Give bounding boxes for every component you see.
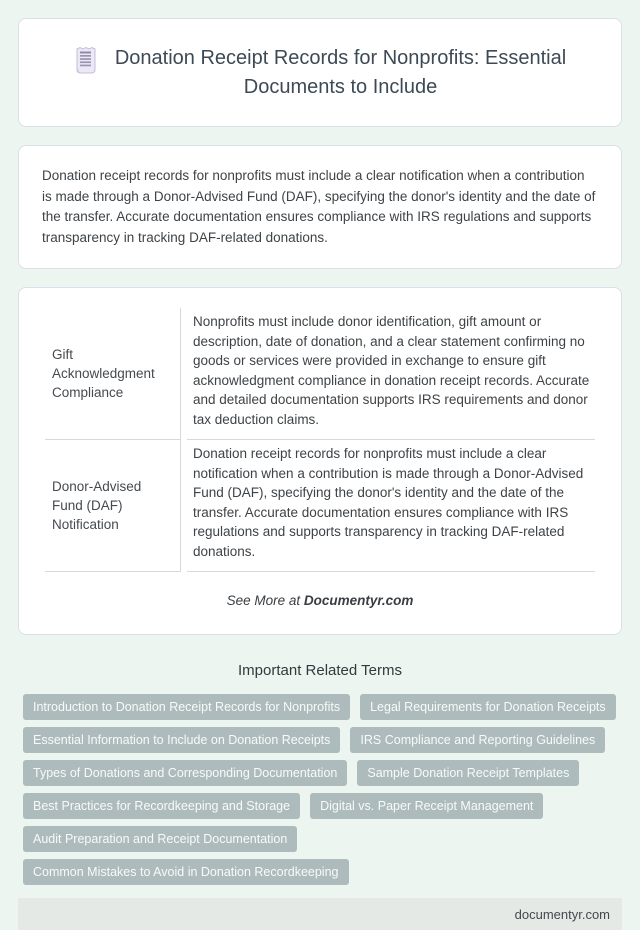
related-term-pill[interactable]: Sample Donation Receipt Templates xyxy=(357,760,579,786)
intro-text: Donation receipt records for nonprofits must include a clear notification when a contribution is made through a Donor-Advised Fund (DAF), specifying the donor's identity and the date of the transfer. Accurate documentation ensures compliance with IRS regulations and supports transparency in tracking DAF-related donations. xyxy=(42,168,596,245)
related-term-pill[interactable]: Essential Information to Include on Donation Receipts xyxy=(23,727,340,753)
related-term-pill[interactable]: Legal Requirements for Donation Receipts xyxy=(360,694,616,720)
related-term-pill[interactable]: Common Mistakes to Avoid in Donation Recordkeeping xyxy=(23,859,349,885)
footer-bar xyxy=(18,898,622,930)
related-term-pill[interactable]: Audit Preparation and Receipt Documentation xyxy=(23,826,297,852)
description-cell: Donation receipt records for nonprofits must include a clear notification when a contribution is made through a Donor-Advised Fund (DAF), specifying the donor's identity and the date of the transfer. Accurate documentation ensures compliance with IRS regulations and supports transparency in tracking DAF-related donations. xyxy=(187,440,595,572)
intro-card xyxy=(18,145,622,269)
see-more-prefix: See More at xyxy=(226,593,304,608)
term-cell: Gift Acknowledgment Compliance xyxy=(45,308,181,440)
description-cell: Nonprofits must include donor identification, gift amount or description, date of donation, and a clear statement confirming no goods or services were provided in exchange to ensure gift acknowledgment compliance in donation receipt records. Accurate and detailed documentation supports IRS requirements and donor tax deduction claims. xyxy=(187,308,595,440)
page-title: Donation Receipt Records for Nonprofits: Essential Documents to Include xyxy=(114,47,567,98)
table-row xyxy=(45,308,595,440)
related-term-pill[interactable]: Digital vs. Paper Receipt Management xyxy=(310,793,543,819)
table-row xyxy=(45,440,595,572)
see-more-brand: Documentyr.com xyxy=(303,593,414,608)
related-terms-heading: Important Related Terms xyxy=(238,662,402,679)
details-table xyxy=(39,308,601,572)
term-cell: Donor-Advised Fund (DAF) Notification xyxy=(45,440,181,572)
footer-site: documentyr.com xyxy=(514,906,610,922)
details-card xyxy=(18,287,622,635)
receipt-icon xyxy=(74,46,97,79)
related-term-pill[interactable]: Introduction to Donation Receipt Records for Nonprofits xyxy=(23,694,350,720)
related-term-pill[interactable]: IRS Compliance and Reporting Guidelines xyxy=(350,727,605,753)
related-terms-list xyxy=(18,694,622,885)
see-more xyxy=(39,593,601,608)
related-term-pill[interactable]: Best Practices for Recordkeeping and Storage xyxy=(23,793,300,819)
header-card xyxy=(18,18,622,127)
related-term-pill[interactable]: Types of Donations and Corresponding Documentation xyxy=(23,760,347,786)
